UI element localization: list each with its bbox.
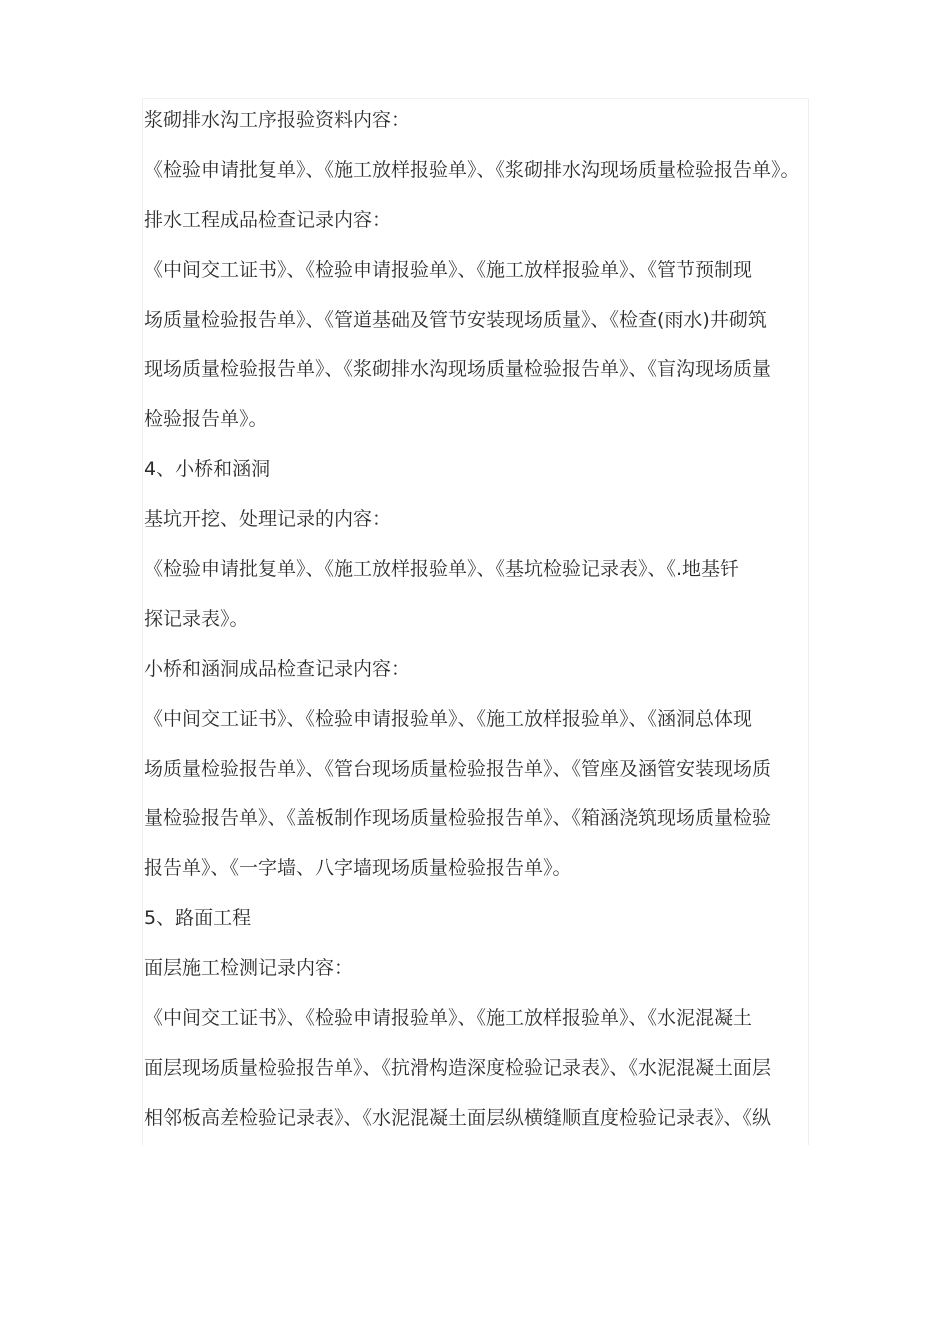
text-line: 《检验申请批复单》、《施工放样报验单》、《基坑检验记录表》、《.地基钎 (144, 558, 740, 581)
text-line: 现场质量检验报告单》、《浆砌排水沟现场质量检验报告单》、《盲沟现场质量 (144, 358, 772, 381)
text-line: 《中间交工证书》、《检验申请报验单》、《施工放样报验单》、《水泥混凝土 (144, 1007, 753, 1030)
text-line: 场质量检验报告单》、《管道基础及管节安装现场质量》、《检查(雨水)井砌筑 (144, 308, 767, 331)
section-label-bridge-inspection: 小桥和涵洞成品检查记录内容： (144, 657, 411, 680)
text-line: 量检验报告单》、《盖板制作现场质量检验报告单》、《箱涵浇筑现场质量检验 (144, 807, 772, 830)
heading-pavement: 5、路面工程 (144, 907, 252, 930)
section-label-drain-procedure: 浆砌排水沟工序报验资料内容： (144, 109, 411, 131)
text-line: 《中间交工证书》、《检验申请报验单》、《施工放样报验单》、《管节预制现 (144, 258, 753, 281)
text-line: 探记录表》。 (144, 607, 249, 630)
text-line: 检验报告单》。 (144, 408, 268, 431)
section-label-pit-excavation: 基坑开挖、处理记录的内容： (144, 508, 392, 531)
text-line: 《中间交工证书》、《检验申请报验单》、《施工放样报验单》、《涵洞总体现 (144, 707, 753, 730)
text-line: 《检验申请批复单》、《施工放样报验单》、《浆砌排水沟现场质量检验报告单》。 (144, 158, 800, 181)
text-line: 相邻板高差检验记录表》、《水泥混凝土面层纵横缝顺直度检验记录表》、《纵 (144, 1106, 772, 1129)
heading-bridges-culverts: 4、小桥和涵洞 (144, 458, 271, 481)
section-label-surface-testing: 面层施工检测记录内容： (144, 957, 354, 980)
text-line: 报告单》、《一字墙、八字墙现场质量检验报告单》。 (144, 857, 572, 880)
document-body (144, 96, 824, 1144)
text-line: 面层现场质量检验报告单》、《抗滑构造深度检验记录表》、《水泥混凝土面层 (144, 1056, 772, 1079)
text-line: 场质量检验报告单》、《管台现场质量检验报告单》、《管座及涵管安装现场质 (144, 757, 772, 780)
section-label-drain-inspection: 排水工程成品检查记录内容： (144, 208, 392, 231)
